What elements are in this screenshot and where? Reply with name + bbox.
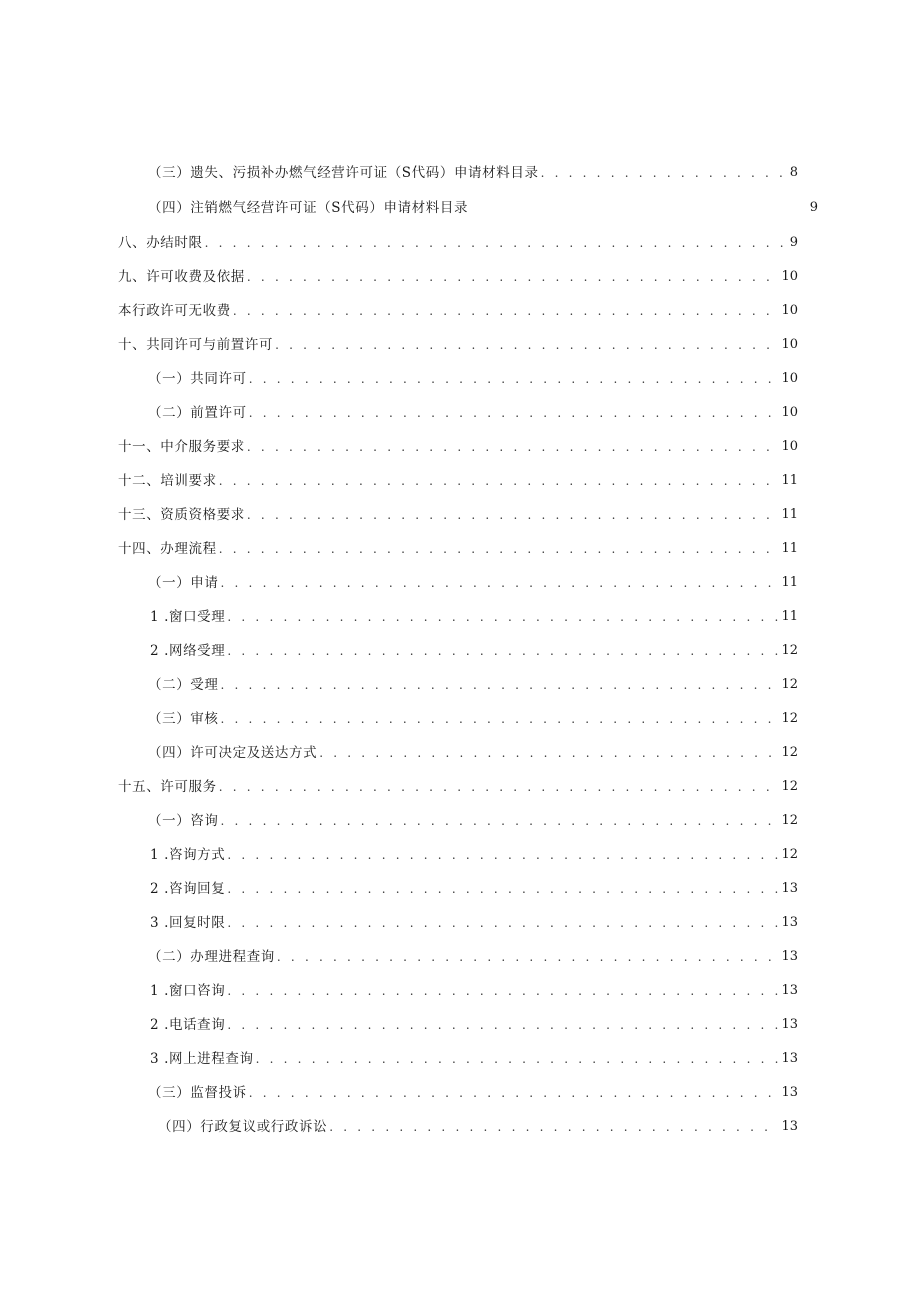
toc-entry-label: 十、共同许可与前置许可	[118, 337, 274, 353]
toc-entry-page: 9	[809, 200, 818, 215]
toc-entry[interactable]	[118, 298, 798, 320]
toc-entry-label: 八、办结时限	[118, 235, 203, 251]
toc-entry[interactable]	[150, 910, 798, 932]
toc-entry[interactable]	[150, 842, 798, 864]
toc-entry-label: （二）办理进程查询	[148, 949, 275, 965]
toc-entry[interactable]	[150, 638, 798, 660]
toc-leader-dots	[247, 1084, 780, 1102]
toc-entry-label: 3 .回复时限	[150, 915, 226, 931]
toc-leader-dots	[225, 608, 779, 626]
toc-entry-label: （二）受理	[148, 677, 219, 693]
toc-entry[interactable]	[158, 1114, 798, 1136]
toc-entry[interactable]	[150, 1046, 798, 1068]
toc-entry[interactable]	[150, 876, 798, 898]
toc-entry-page: 13	[781, 915, 798, 930]
toc-entry-page: 9	[789, 235, 798, 250]
toc-entry-label: 十一、中介服务要求	[118, 439, 245, 455]
toc-entry-label: 1 .窗口咨询	[150, 983, 226, 999]
toc-leader-dots	[254, 1050, 780, 1068]
toc-entry-label: （四）许可决定及送达方式	[148, 745, 318, 761]
toc-entry[interactable]	[148, 740, 798, 762]
toc-leader-dots	[539, 164, 788, 182]
toc-entry-page: 11	[781, 575, 798, 590]
toc-leader-dots	[327, 1118, 779, 1136]
toc-entry-label: （二）前置许可	[148, 405, 247, 421]
toc-entry-page: 13	[781, 1119, 798, 1134]
toc-entry-label: 3 .网上进程查询	[150, 1051, 254, 1067]
toc-entry[interactable]	[148, 570, 798, 592]
toc-entry[interactable]	[148, 672, 798, 694]
toc-entry-page: 13	[781, 949, 798, 964]
toc-entry[interactable]	[150, 604, 798, 626]
toc-entry-page: 10	[781, 269, 798, 284]
toc-entry[interactable]	[118, 332, 798, 354]
toc-entry[interactable]	[118, 230, 798, 252]
toc-entry-page: 10	[781, 439, 798, 454]
toc-entry-page: 8	[789, 165, 798, 180]
toc-entry-label: 2 .咨询回复	[150, 881, 226, 897]
toc-leader-dots	[247, 370, 780, 388]
toc-entry-label: （三）审核	[148, 711, 219, 727]
toc-leader-dots	[219, 710, 780, 728]
toc-entry[interactable]	[148, 366, 798, 388]
toc-leader-dots	[231, 302, 780, 320]
toc-entry[interactable]	[150, 1012, 798, 1034]
toc-entry-label: 九、许可收费及依据	[118, 269, 245, 285]
toc-entry-label: （一）咨询	[148, 813, 219, 829]
toc-entry[interactable]	[148, 1080, 798, 1102]
toc-leader-dots	[245, 268, 780, 286]
toc-entry[interactable]	[118, 502, 798, 524]
toc-entry[interactable]	[148, 808, 798, 830]
toc-entry-page: 11	[781, 473, 798, 488]
toc-entry-label: （四）注销燃气经营许可证（S代码）申请材料目录	[148, 200, 469, 216]
toc-entry-label: 本行政许可无收费	[118, 303, 231, 319]
toc-entry-label: 1 .咨询方式	[150, 847, 226, 863]
toc-leader-dots	[217, 778, 780, 796]
toc-leader-dots	[225, 846, 779, 864]
toc-entry[interactable]	[148, 160, 798, 182]
toc-leader-dots	[225, 642, 779, 660]
toc-leader-dots	[225, 914, 779, 932]
toc-entry-page: 12	[781, 745, 798, 760]
toc-entry-page: 10	[781, 303, 798, 318]
toc-entry-page: 13	[781, 983, 798, 998]
toc-entry-page: 13	[781, 1051, 798, 1066]
toc-entry-label: 十五、许可服务	[118, 779, 217, 795]
toc-entry[interactable]	[118, 434, 798, 456]
toc-entry[interactable]	[148, 400, 798, 422]
toc-entry-page: 13	[781, 1085, 798, 1100]
toc-entry-page: 12	[781, 813, 798, 828]
toc-leader-dots	[317, 744, 779, 762]
toc-leader-dots	[217, 472, 780, 490]
toc-leader-dots	[219, 574, 780, 592]
toc-entry-label: 2 .电话查询	[150, 1017, 226, 1033]
toc-entry-label: （一）共同许可	[148, 371, 247, 387]
toc-entry-page: 13	[781, 1017, 798, 1032]
toc-leader-dots	[275, 948, 780, 966]
toc-entry-page: 10	[781, 371, 798, 386]
toc-entry-page: 10	[781, 337, 798, 352]
toc-entry[interactable]	[118, 468, 798, 490]
toc-entry-label: （三）遗失、污损补办燃气经营许可证（S代码）申请材料目录	[148, 165, 539, 181]
toc-leader-dots	[247, 404, 780, 422]
toc-entry-page: 13	[781, 881, 798, 896]
toc-leader-dots	[203, 234, 788, 252]
toc-leader-dots	[245, 506, 780, 524]
toc-entry-label: 2 .网络受理	[150, 643, 226, 659]
toc-leader-dots	[225, 982, 779, 1000]
toc-entry-label: （四）行政复议或行政诉讼	[158, 1119, 328, 1135]
toc-leader-dots	[273, 336, 779, 354]
toc-entry[interactable]	[150, 978, 798, 1000]
toc-entry[interactable]	[118, 536, 798, 558]
toc-leader-dots	[225, 1016, 779, 1034]
toc-entry[interactable]	[148, 706, 798, 728]
toc-entry-page: 12	[781, 643, 798, 658]
toc-leader-dots	[219, 676, 780, 694]
toc-entry[interactable]	[118, 264, 798, 286]
toc-entry-page: 12	[781, 847, 798, 862]
toc-entry-label: （一）申请	[148, 575, 219, 591]
toc-entry[interactable]	[118, 774, 798, 796]
toc-leader-dots	[219, 812, 780, 830]
toc-entry-page: 11	[781, 541, 798, 556]
toc-leader-dots	[245, 438, 780, 456]
toc-leader-dots	[225, 880, 779, 898]
toc-entry-page: 12	[781, 779, 798, 794]
toc-entry[interactable]	[148, 195, 818, 217]
toc-entry-label: 十二、培训要求	[118, 473, 217, 489]
toc-leader-dots	[217, 540, 780, 558]
toc-entry-label: 1 .窗口受理	[150, 609, 226, 625]
toc-entry[interactable]	[148, 944, 798, 966]
toc-entry-page: 12	[781, 711, 798, 726]
toc-entry-label: （三）监督投诉	[148, 1085, 247, 1101]
toc-entry-page: 12	[781, 677, 798, 692]
toc-entry-page: 10	[781, 405, 798, 420]
toc-entry-label: 十四、办理流程	[118, 541, 217, 557]
toc-entry-page: 11	[781, 507, 798, 522]
toc-entry-label: 十三、资质资格要求	[118, 507, 245, 523]
toc-entry-page: 11	[781, 609, 798, 624]
